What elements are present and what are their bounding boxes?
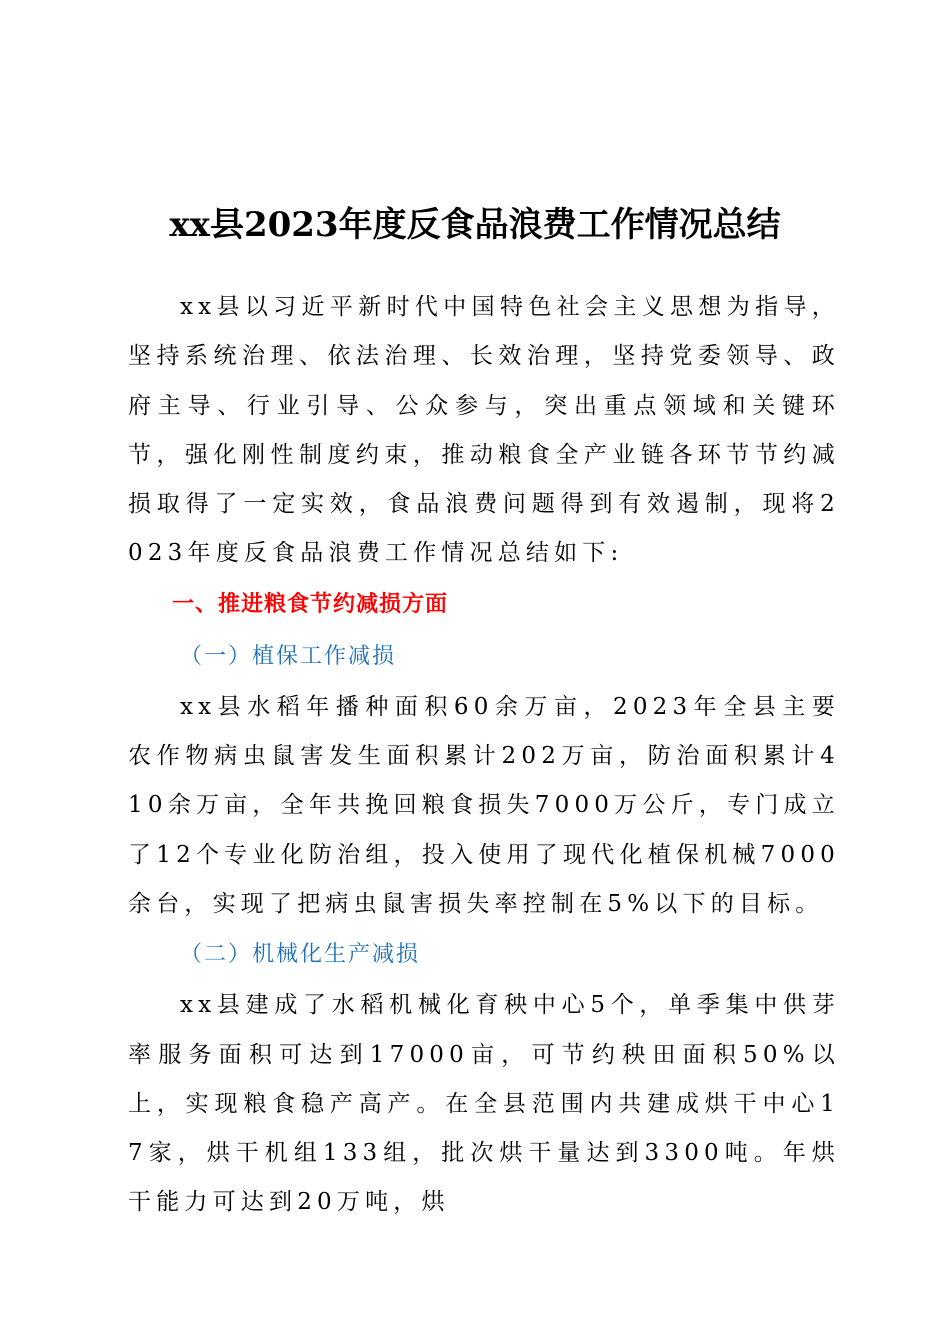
subsection-paragraph-2: xx县建成了水稻机械化育秧中心5个，单季集中供芽率服务面积可达到17000亩，可节约秧田面积50%以上，实现粮食稳产高产。在全县范围内共建成烘干中心17家，烘干机组133组，批次烘干量达到3300吨。年烘干能力可达到20万吨，烘 xyxy=(128,992,840,1216)
document-title: xx县2023年度反食品浪费工作情况总结 xyxy=(169,205,781,245)
intro-paragraph: xx县以习近平新时代中国特色社会主义思想为指导，坚持系统治理、依法治理、长效治理，坚持党委领导、政府主导、行业引导、公众参与，突出重点领域和关键环节，强化刚性制度约束，推动粮食全产业链各环节节约减损取得了一定实效，食品浪费问题得到有效遏制，现将2023年度反食品浪费工作情况总结如下: xyxy=(128,294,840,567)
subsection-heading-2: （二）机械化生产减损 xyxy=(180,942,421,968)
subsection-heading-1: （一）植保工作减损 xyxy=(180,643,397,669)
document-body xyxy=(128,283,840,1228)
section-heading-1: 一、推进粮食节约减损方面 xyxy=(172,591,449,617)
subsection-paragraph-1: xx县水稻年播种面积60余万亩，2023年全县主要农作物病虫鼠害发生面积累计202万亩，防治面积累计410余万亩，全年共挽回粮食损失7000万公斤，专门成立了12个专业化防治组，投入使用了现代化植保机械7000余台，实现了把病虫鼠害损失率控制在5%以下的目标。 xyxy=(128,693,840,917)
